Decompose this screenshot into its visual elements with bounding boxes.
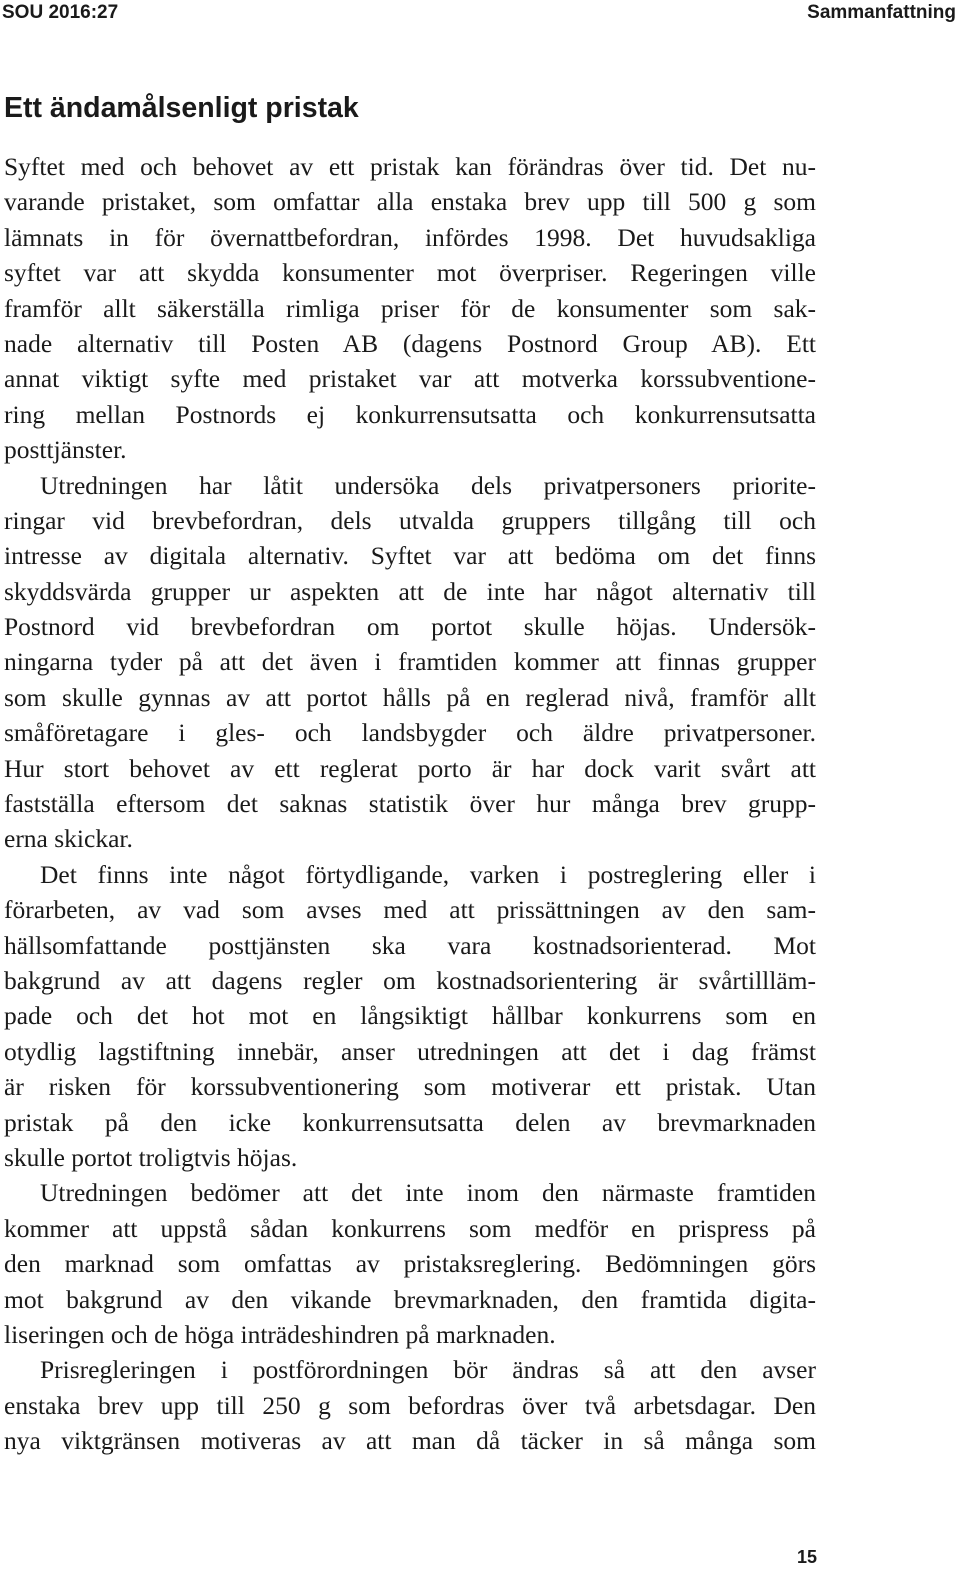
text-line: skyddsvärda grupper ur aspekten att de inte har något alternativ till: [4, 576, 816, 606]
paragraph: [4, 1352, 816, 1458]
text-line: mot bakgrund av den vikande brevmarknaden, den framtida digita-: [4, 1284, 816, 1314]
text-line: som skulle gynnas av att portot hålls på en reglerad nivå, framför allt: [4, 682, 816, 712]
text-line: ringar vid brevbefordran, dels utvalda gruppers tillgång till och: [4, 505, 816, 535]
text-line: förarbeten, av vad som avses med att prissättningen av den sam-: [4, 895, 816, 925]
text-line: Utredningen har låtit undersöka dels privatpersoners priorite-: [40, 470, 816, 500]
text-line: ningarna tyder på att det även i framtiden kommer att finnas grupper: [4, 647, 816, 677]
text-line: annat viktigt syfte med pristaket var att motverka korssubventione-: [4, 364, 816, 394]
page-number: 15: [796, 1547, 817, 1567]
paragraph: [4, 149, 816, 468]
text-line: pristak på den icke konkurrensutsatta delen av brevmarknaden: [4, 1107, 816, 1137]
text-line: nade alternativ till Posten AB (dagens Postnord Group AB). Ett: [4, 328, 816, 358]
text-line: den marknad som omfattas av pristaksreglering. Bedömningen görs: [4, 1249, 816, 1279]
text-line: fastställa eftersom det saknas statistik över hur många brev grupp-: [4, 789, 816, 819]
text-line: Prisregleringen i postförordningen bör ändras så att den avser: [40, 1355, 816, 1385]
text-line: liseringen och de höga inträdeshindren på marknaden.: [4, 1319, 556, 1349]
text-line: Postnord vid brevbefordran om portot skulle höjas. Undersök-: [4, 612, 816, 642]
paragraph: [4, 857, 816, 1176]
body-text: [4, 149, 816, 1458]
text-line: Utredningen bedömer att det inte inom den närmaste framtiden: [40, 1178, 816, 1208]
section-title: Ett ändamålsenligt pristak: [4, 92, 359, 124]
text-line: otydlig lagstiftning innebär, anser utredningen att det i dag främst: [4, 1036, 816, 1066]
text-line: framför allt säkerställa rimliga priser för de konsumenter som sak-: [4, 293, 816, 323]
text-line: enstaka brev upp till 250 g som befordras över två arbetsdagar. Den: [4, 1390, 816, 1420]
chapter-name: Sammanfattning: [807, 2, 956, 23]
paragraph: [4, 1175, 816, 1352]
text-line: Syftet med och behovet av ett pristak kan förändras över tid. Det nu-: [4, 152, 816, 181]
text-line: småföretagare i gles- och landsbygder och äldre privatpersoner.: [4, 718, 816, 748]
text-line: hällsomfattande posttjänsten ska vara kostnadsorienterad. Mot: [4, 930, 816, 960]
document-reference: SOU 2016:27: [2, 2, 119, 23]
text-line: kommer att uppstå sådan konkurrens som medför en prispress på: [4, 1213, 816, 1243]
text-line: Hur stort behovet av ett reglerat porto är har dock varit svårt att: [4, 753, 816, 783]
text-line: varande pristaket, som omfattar alla enstaka brev upp till 500 g som: [4, 187, 816, 217]
text-line: posttjänster.: [4, 435, 127, 465]
text-line: pade och det hot mot en långsiktigt hållbar konkurrens som en: [4, 1001, 816, 1031]
text-line: är risken för korssubventionering som motiverar ett pristak. Utan: [4, 1072, 816, 1102]
running-header: [0, 0, 960, 26]
text-line: ring mellan Postnords ej konkurrensutsatta och konkurrensutsatta: [4, 399, 816, 429]
paragraph: [4, 468, 816, 857]
text-line: bakgrund av att dagens regler om kostnadsorientering är svårtillläm-: [4, 965, 816, 995]
text-line: intresse av digitala alternativ. Syftet var att bedöma om det finns: [4, 541, 816, 571]
text-line: lämnats in för övernattbefordran, infördes 1998. Det huvudsakliga: [4, 222, 816, 252]
text-line: erna skickar.: [4, 824, 133, 854]
text-line: nya viktgränsen motiveras av att man då täcker in så många som: [4, 1426, 816, 1456]
text-line: skulle portot troligtvis höjas.: [4, 1142, 298, 1172]
text-line: Det finns inte något förtydligande, varken i postreglering eller i: [40, 859, 816, 889]
text-line: syftet var att skydda konsumenter mot överpriser. Regeringen ville: [4, 258, 816, 288]
